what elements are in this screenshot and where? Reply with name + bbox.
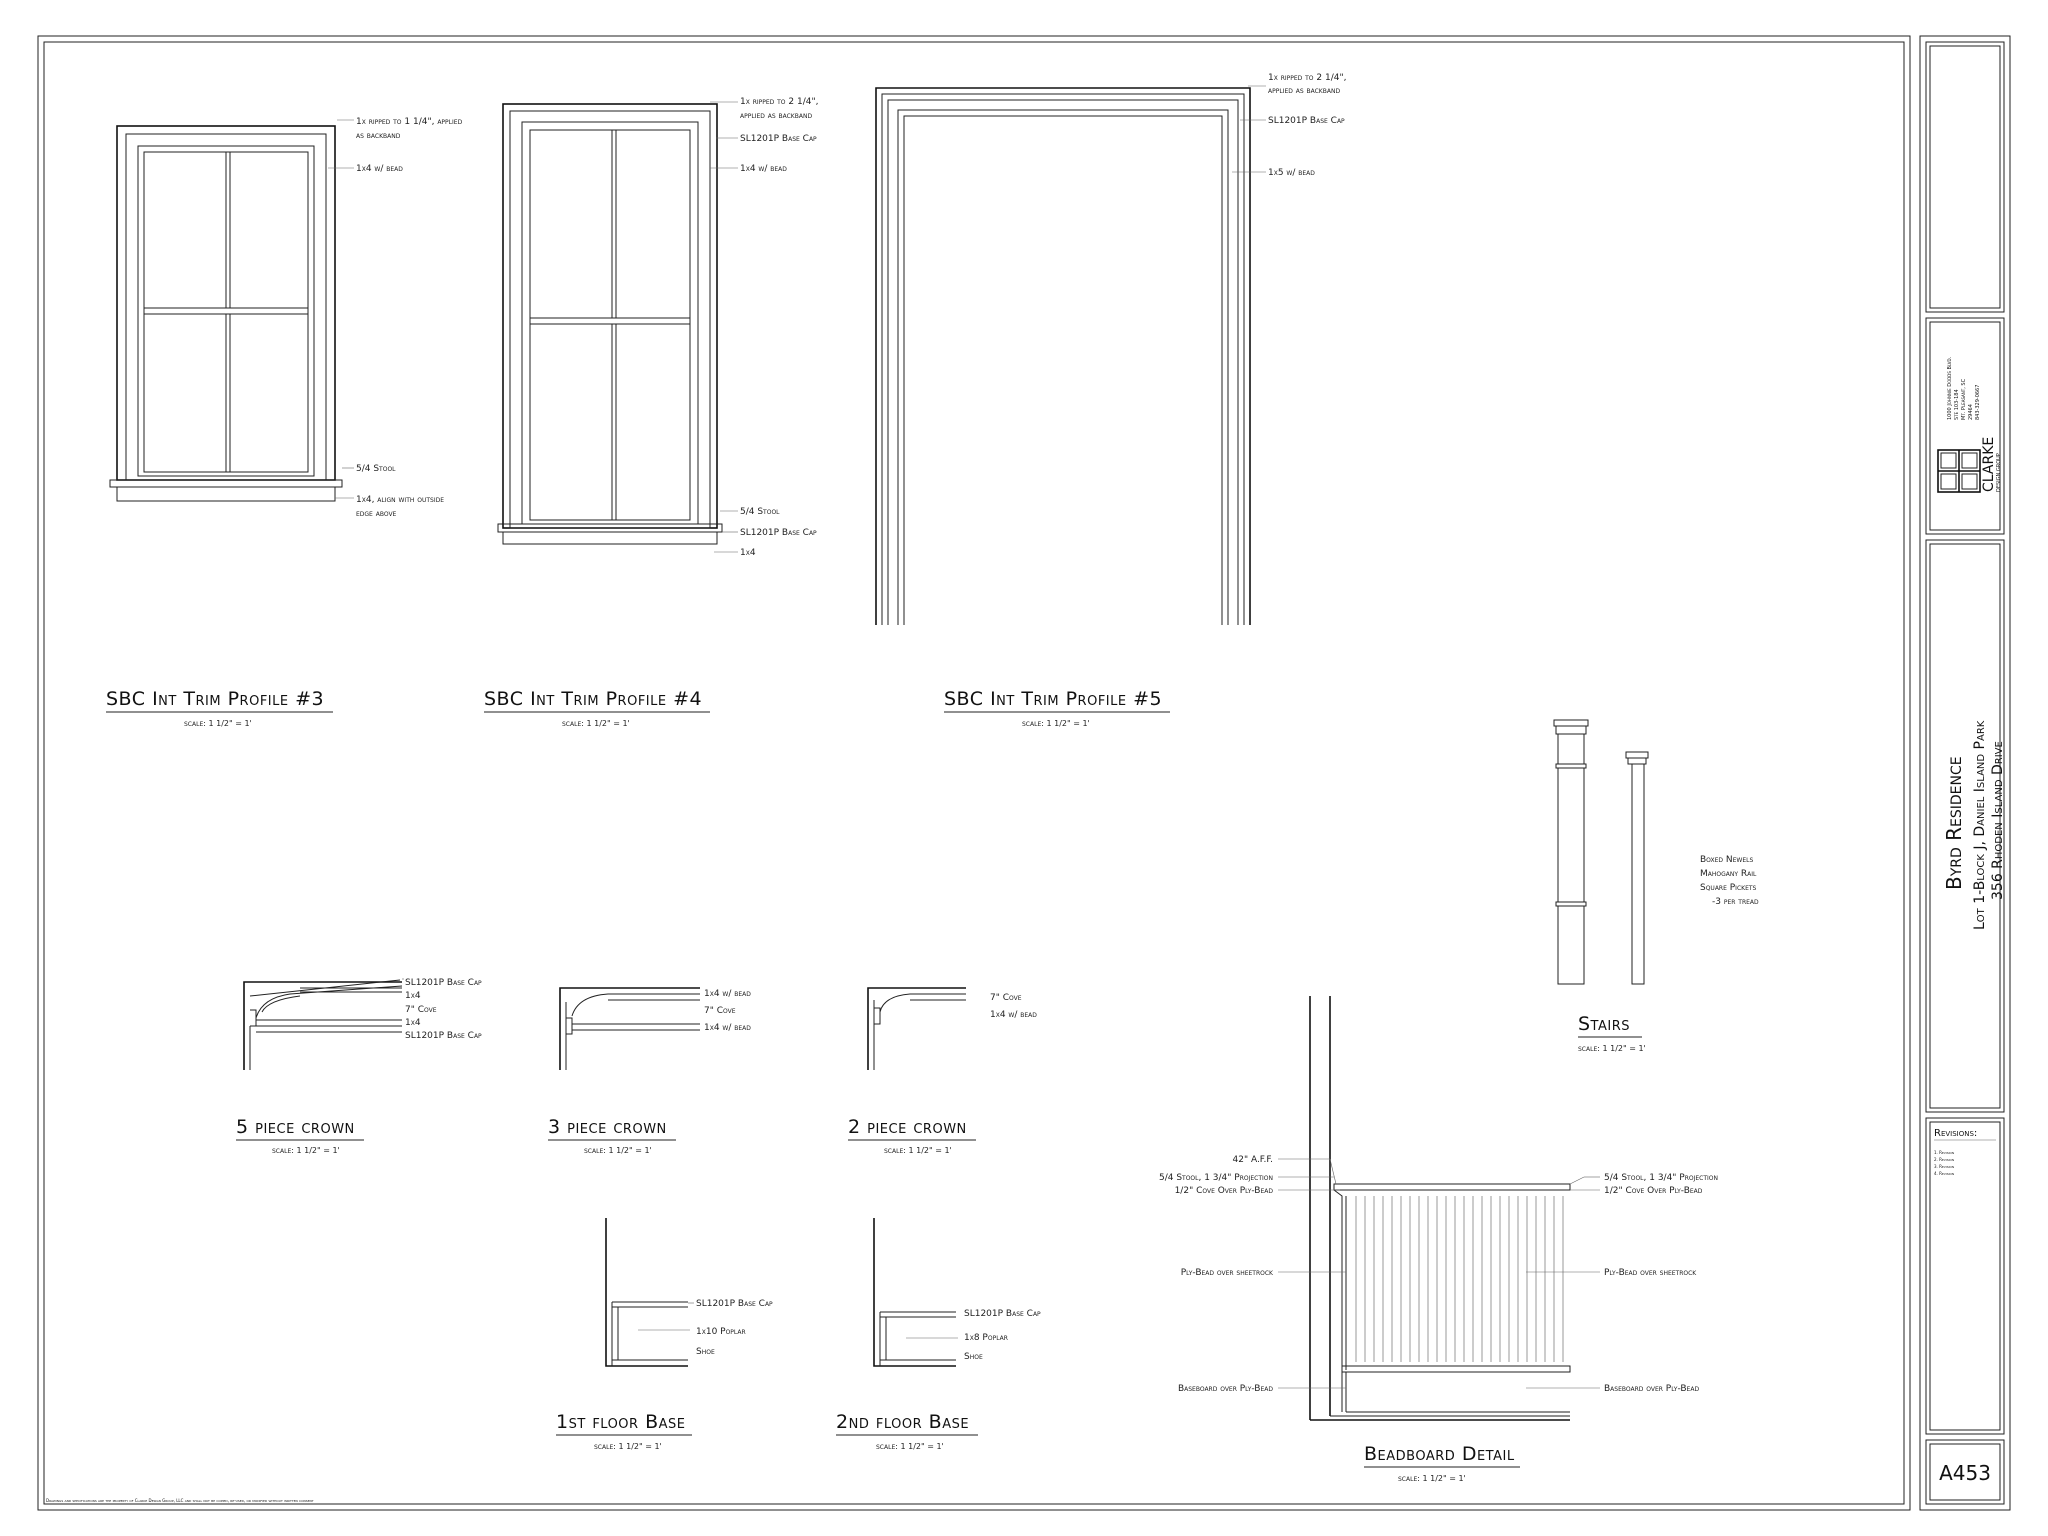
c3-callout-1x4-top: 1x4 w/ bead xyxy=(704,989,751,999)
b1-callout-basecap: SL1201P Base Cap xyxy=(696,1299,773,1309)
bb-scale: scale: 1 1/2" = 1' xyxy=(1398,1474,1466,1483)
b2-callout-shoe: Shoe xyxy=(964,1352,983,1362)
b1-title: 1st floor Base xyxy=(556,1411,686,1433)
c5-callout-cove: 7" Cove xyxy=(405,1005,437,1015)
revision-1: 1. Revision xyxy=(1934,1150,1955,1155)
c3-callout-1x4-bottom: 1x4 w/ bead xyxy=(704,1023,751,1033)
p4-callout-basecap-2: SL1201P Base Cap xyxy=(740,528,817,538)
c2-callout-1x4: 1x4 w/ bead xyxy=(990,1010,1037,1020)
p3-callout-backband-2: as backband xyxy=(356,131,401,141)
p5-callout-backband-1: 1x ripped to 2 1/4", xyxy=(1268,73,1347,83)
p4-callout-apron: 1x4 xyxy=(740,548,756,558)
b1-callout-shoe: Shoe xyxy=(696,1347,715,1357)
p5-callout-casing: 1x5 w/ bead xyxy=(1268,168,1315,178)
trim-profile-3-drawing xyxy=(110,120,354,501)
p5-scale: scale: 1 1/2" = 1' xyxy=(1022,719,1090,728)
sheet-inner-border xyxy=(44,42,1904,1504)
crown-2-drawing xyxy=(868,988,966,1070)
c5-callout-basecap-top: SL1201P Base Cap xyxy=(405,978,482,988)
p4-callout-basecap: SL1201P Base Cap xyxy=(740,134,817,144)
p4-callout-stool: 5/4 Stool xyxy=(740,507,780,517)
bb-left-stool: 5/4 Stool, 1 3/4" Projection xyxy=(1158,1173,1273,1183)
bb-right-plybead: Ply-Bead over sheetrock xyxy=(1604,1268,1697,1278)
c5-callout-1x4-top: 1x4 xyxy=(405,991,421,1001)
firm-address-3: Mt. Pleasant, SC xyxy=(1961,378,1967,420)
project-name: Byrd Residence xyxy=(1942,756,1966,890)
p4-callout-casing: 1x4 w/ bead xyxy=(740,164,787,174)
stairs-note-per-tread: -3 per tread xyxy=(1712,897,1759,907)
crown-5-drawing xyxy=(244,979,404,1070)
p4-title: SBC Int Trim Profile #4 xyxy=(484,688,703,710)
p3-callout-apron-2: edge above xyxy=(356,509,397,519)
c5-callout-1x4-bottom: 1x4 xyxy=(405,1018,421,1028)
bb-left-plybead: Ply-Bead over sheetrock xyxy=(1180,1268,1273,1278)
c5-callout-basecap-bottom: SL1201P Base Cap xyxy=(405,1031,482,1041)
trim-profile-5-drawing xyxy=(876,86,1266,625)
b2-callout-board: 1x8 Poplar xyxy=(964,1333,1008,1343)
p3-callout-stool: 5/4 Stool xyxy=(356,464,396,474)
p4-scale: scale: 1 1/2" = 1' xyxy=(562,719,630,728)
stairs-note-pickets: Square Pickets xyxy=(1700,883,1757,893)
base-1st-floor-drawing xyxy=(606,1218,694,1366)
trim-profile-4-drawing xyxy=(498,102,738,552)
bb-right-cove: 1/2" Cove Over Ply-Bead xyxy=(1604,1186,1703,1196)
c3-scale: scale: 1 1/2" = 1' xyxy=(584,1146,652,1155)
revision-2: 2. Revision xyxy=(1934,1157,1955,1162)
firm-subtitle: DESIGN GROUP xyxy=(1996,453,2002,492)
c2-title: 2 piece crown xyxy=(848,1116,967,1138)
c2-callout-cove: 7" Cove xyxy=(990,993,1022,1003)
stairs-drawing xyxy=(1554,720,1648,984)
b2-scale: scale: 1 1/2" = 1' xyxy=(876,1442,944,1451)
firm-address-4: 29464 xyxy=(1968,404,1974,420)
c3-title: 3 piece crown xyxy=(548,1116,667,1138)
footer-copyright-note: Drawings and specifications are the property of Clarke Design Group, LLC and shall not be copied, re-used, or modified without written consent xyxy=(46,1498,314,1503)
b1-callout-board: 1x10 Poplar xyxy=(696,1327,746,1337)
bb-left-cove: 1/2" Cove Over Ply-Bead xyxy=(1174,1186,1273,1196)
p3-callout-casing: 1x4 w/ bead xyxy=(356,164,403,174)
sheet-outer-border xyxy=(38,36,1910,1510)
c5-scale: scale: 1 1/2" = 1' xyxy=(272,1146,340,1155)
stairs-title: Stairs xyxy=(1578,1013,1631,1035)
crown-3-drawing xyxy=(560,988,700,1070)
b1-scale: scale: 1 1/2" = 1' xyxy=(594,1442,662,1451)
firm-address-1: 1000 Johnnie Dodds Blvd. xyxy=(1947,356,1953,420)
firm-address-5: 843-329-0667 xyxy=(1975,384,1981,420)
p5-callout-basecap: SL1201P Base Cap xyxy=(1268,116,1345,126)
bb-left-aff: 42" A.F.F. xyxy=(1232,1155,1273,1165)
p3-callout-backband-1: 1x ripped to 1 1/4", applied xyxy=(356,117,463,127)
revisions-label: Revisions: xyxy=(1934,1128,1978,1139)
bb-left-baseboard: Baseboard over Ply-Bead xyxy=(1177,1384,1273,1394)
bb-title: Beadboard Detail xyxy=(1364,1443,1515,1465)
revision-4: 4. Revision xyxy=(1934,1171,1955,1176)
project-lot: Lot 1-Block J, Daniel Island Park xyxy=(1972,720,1988,930)
stairs-note-newels: Boxed Newels xyxy=(1700,855,1754,865)
c5-title: 5 piece crown xyxy=(236,1116,355,1138)
b2-title: 2nd floor Base xyxy=(836,1411,970,1433)
p3-scale: scale: 1 1/2" = 1' xyxy=(184,719,252,728)
bb-right-stool: 5/4 Stool, 1 3/4" Projection xyxy=(1604,1173,1719,1183)
c2-scale: scale: 1 1/2" = 1' xyxy=(884,1146,952,1155)
bb-right-baseboard: Baseboard over Ply-Bead xyxy=(1604,1384,1700,1394)
b2-callout-basecap: SL1201P Base Cap xyxy=(964,1309,1041,1319)
revision-3: 3. Revision xyxy=(1934,1164,1955,1169)
p5-callout-backband-2: applied as backband xyxy=(1268,86,1341,96)
stairs-note-rail: Mahogany Rail xyxy=(1700,869,1757,879)
sheet-number: A453 xyxy=(1939,1461,1991,1485)
stairs-scale: scale: 1 1/2" = 1' xyxy=(1578,1044,1646,1053)
p3-title: SBC Int Trim Profile #3 xyxy=(106,688,325,710)
bead-lines xyxy=(1356,1196,1563,1362)
p4-callout-backband-1: 1x ripped to 2 1/4", xyxy=(740,97,819,107)
project-address: 356 Rhoden Island Drive xyxy=(1990,741,2006,900)
base-2nd-floor-drawing xyxy=(874,1218,958,1366)
c3-callout-cove: 7" Cove xyxy=(704,1006,736,1016)
firm-address-2: Ste 103-184 xyxy=(1954,389,1960,420)
clarke-logo-icon xyxy=(1938,450,1980,492)
p3-callout-apron-1: 1x4, align with outside xyxy=(356,495,445,505)
beadboard-drawing xyxy=(1278,996,1600,1420)
p5-title: SBC Int Trim Profile #5 xyxy=(944,688,1163,710)
firm-name: CLARKE xyxy=(1981,436,1997,492)
p4-callout-backband-2: applied as backband xyxy=(740,111,813,121)
